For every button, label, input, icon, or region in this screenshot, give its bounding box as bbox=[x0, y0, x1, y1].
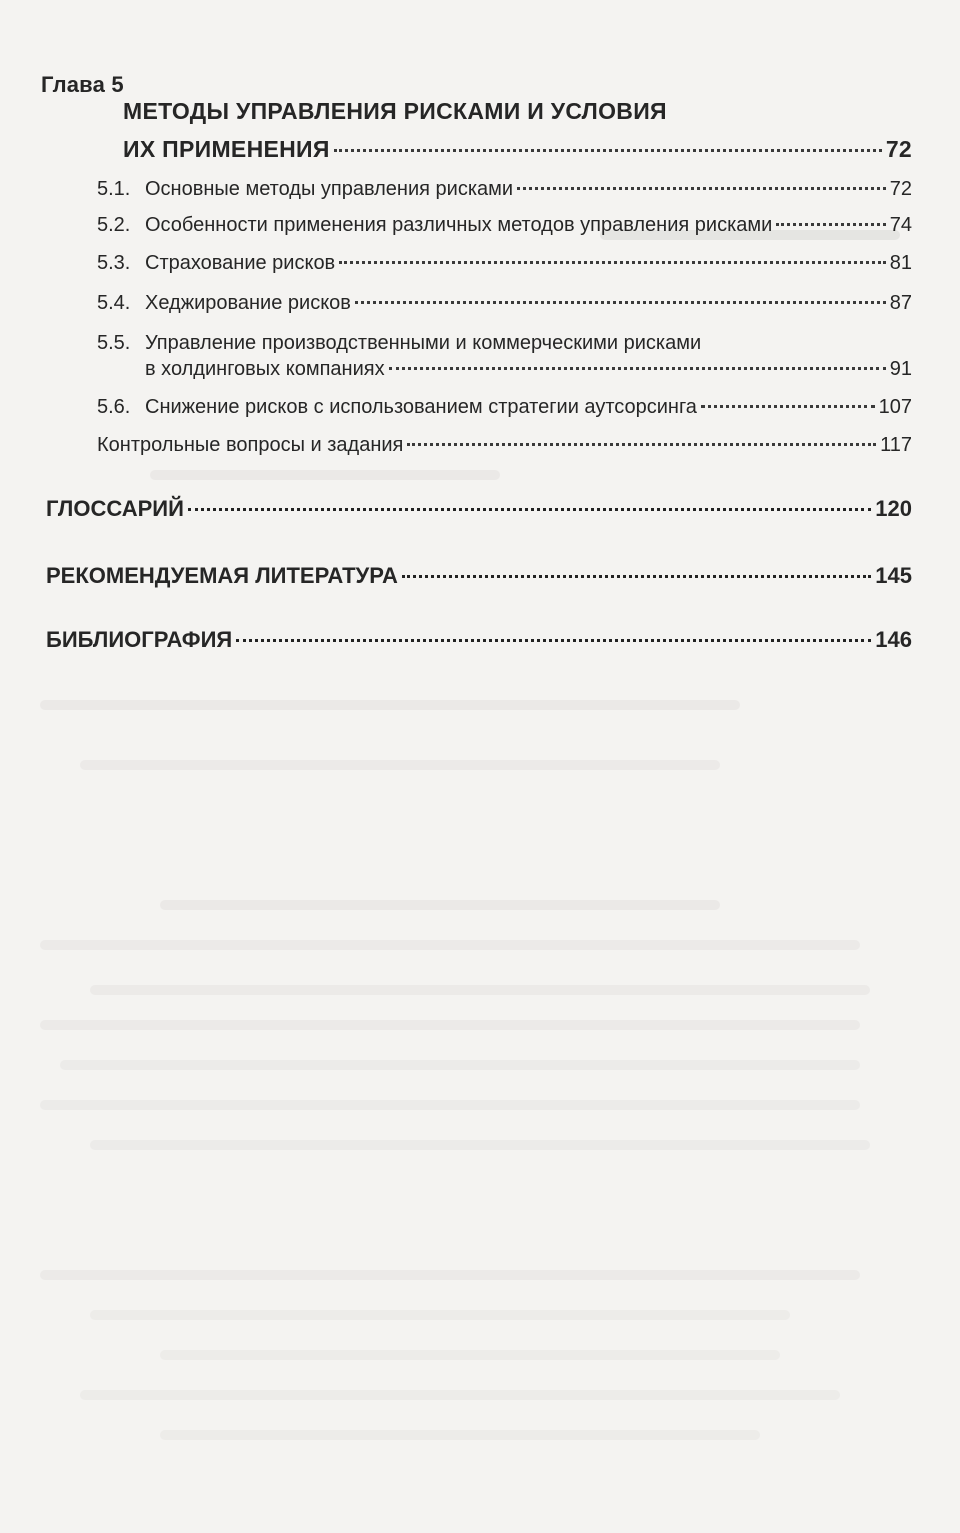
toc-entry-bibliography bbox=[46, 627, 912, 653]
section-number: 5.2. bbox=[97, 214, 131, 236]
leader-dots bbox=[407, 443, 876, 446]
toc-entry-glossary bbox=[46, 496, 912, 522]
leader-dots bbox=[236, 639, 871, 642]
leader-dots bbox=[188, 508, 871, 511]
section-number: 5.5. bbox=[97, 332, 131, 354]
chapter-title-line1: МЕТОДЫ УПРАВЛЕНИЯ РИСКАМИ И УСЛОВИЯ bbox=[123, 98, 667, 124]
page-number: 74 bbox=[889, 214, 912, 236]
page-number: 120 bbox=[875, 496, 912, 521]
section-number: 5.4. bbox=[97, 292, 131, 314]
major-title: ГЛОССАРИЙ bbox=[46, 496, 184, 521]
toc-entry-first-line bbox=[97, 332, 912, 355]
page-number: 145 bbox=[875, 563, 912, 588]
section-number: 5.1. bbox=[97, 178, 131, 200]
page-number: 146 bbox=[875, 627, 912, 652]
section-title: Страхование рисков bbox=[145, 252, 336, 274]
section-title: Управление производственными и коммерческими рисками bbox=[145, 332, 702, 354]
toc-entry-questions bbox=[97, 434, 912, 457]
section-number: 5.6. bbox=[97, 396, 131, 418]
chapter-title-entry bbox=[123, 136, 912, 163]
section-number: 5.3. bbox=[97, 252, 131, 274]
page-number: 107 bbox=[878, 396, 912, 418]
toc-entry bbox=[97, 178, 912, 201]
chapter-title-line2: ИХ ПРИМЕНЕНИЯ bbox=[123, 136, 330, 162]
section-title: Контрольные вопросы и задания bbox=[97, 434, 404, 456]
page-number: 91 bbox=[889, 358, 912, 380]
page-number: 72 bbox=[889, 178, 912, 200]
leader-dots bbox=[334, 149, 882, 152]
page-number: 117 bbox=[880, 434, 912, 456]
section-title: Снижение рисков с использованием стратегии аутсорсинга bbox=[145, 396, 697, 418]
leader-dots bbox=[339, 261, 886, 264]
section-title: Особенности применения различных методов управления рисками bbox=[145, 214, 773, 236]
leader-dots bbox=[517, 187, 886, 190]
toc-entry bbox=[97, 292, 912, 315]
major-title: БИБЛИОГРАФИЯ bbox=[46, 627, 233, 652]
section-title: Основные методы управления рисками bbox=[145, 178, 514, 200]
section-title-continued: в холдинговых компаниях bbox=[145, 358, 385, 380]
toc-entry bbox=[97, 252, 912, 275]
section-title: Хеджирование рисков bbox=[145, 292, 351, 314]
major-title: РЕКОМЕНДУЕМАЯ ЛИТЕРАТУРА bbox=[46, 563, 398, 588]
chapter-label: Глава 5 bbox=[41, 72, 124, 97]
leader-dots bbox=[776, 223, 885, 226]
leader-dots bbox=[355, 301, 886, 304]
page-number: 81 bbox=[889, 252, 912, 274]
page-number: 72 bbox=[885, 136, 912, 162]
leader-dots bbox=[389, 367, 886, 370]
leader-dots bbox=[402, 575, 871, 578]
toc-entry bbox=[97, 396, 912, 419]
toc-entry bbox=[97, 214, 912, 237]
toc-entry-second-line bbox=[145, 358, 912, 381]
page-number: 87 bbox=[889, 292, 912, 314]
leader-dots bbox=[701, 405, 875, 408]
toc-entry-literature bbox=[46, 563, 912, 589]
